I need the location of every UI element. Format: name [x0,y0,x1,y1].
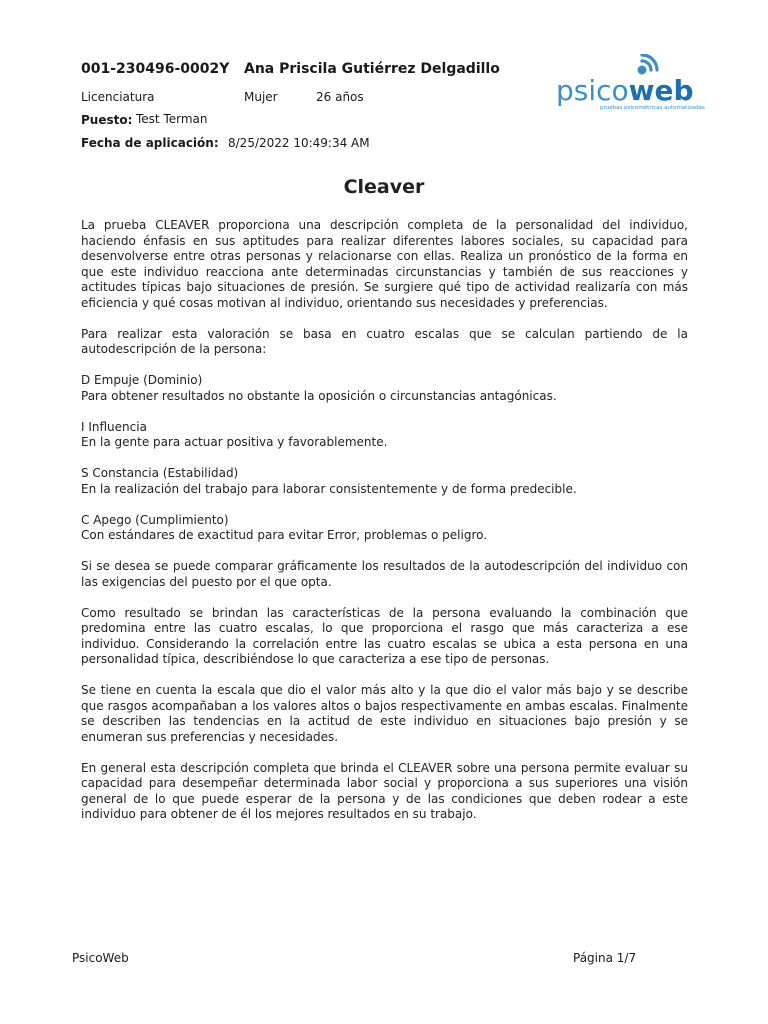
footer-brand: PsicoWeb [72,951,129,965]
body-paragraph: Como resultado se brindan las características de la persona evaluando la combinación que predomina entre las cuatro escalas, lo que proporciona el rasgo que más caracteriza a ese individuo. Considerando la correlación entre las cuatro escalas se ubica a esta persona en una personalidad típica, describiéndose lo que caracteriza a ese tipo de personas. [81,605,688,666]
fecha-label: Fecha de aplicación: [81,136,219,150]
puesto-label: Puesto: [81,113,133,127]
body-paragraph: Si se desea se puede comparar gráficamente los resultados de la autodescripción del individuo con las exigencias del puesto por el que opta. [81,559,688,589]
page-title: Cleaver [343,176,425,198]
fecha-value: 8/25/2022 10:49:34 AM [228,136,370,150]
intro-paragraph: Para realizar esta valoración se basa en cuatro escalas que se calculan partiendo de la autodescripción de la persona: [81,326,688,356]
body-paragraph: En general esta descripción completa que brinda el CLEAVER sobre una persona permite evaluar su capacidad para desempeñar determinada labor social y proporciona a sus superiores una visión general de lo que puede esperar de la persona y de las condiciones que deben rodear a este individuo para obtener de él los mejores resultados en su trabajo. [81,760,688,821]
logo-tagline: pruebas psicométricas automatizadas [600,105,705,111]
scale-description: Con estándares de exactitud para evitar Error, problemas o peligro. [81,528,488,542]
logo-text-light: psico [556,74,629,107]
scale-title: S Constancia (Estabilidad) [81,466,239,480]
record-id: 001-230496-0002Y [81,61,230,77]
scale-item [81,373,688,404]
puesto-value: Test Terman [136,112,208,126]
logo-text-bold: web [628,74,694,107]
scale-item [81,466,688,497]
scale-title: I Influencia [81,419,147,434]
age: 26 años [316,90,364,104]
page-number: Página 1/7 [573,951,637,965]
person-name: Ana Priscila Gutiérrez Delgadillo [244,61,500,77]
scale-item [81,420,688,451]
body-paragraph: Se tiene en cuenta la escala que dio el valor más alto y la que dio el valor más bajo y se describe que rasgos acompañaban a los valores altos o bajos respectivamente en ambas escalas. Finalmente se describen las tendencias en la actitud de este individuo en situaciones bajo presión y se enumeran sus preferencias y necesidades. [81,683,688,744]
scale-description: En la realización del trabajo para laborar consistentemente y de forma predecible. [81,481,577,496]
scale-item [81,513,688,544]
document-body [81,218,688,838]
logo-wordmark [556,76,694,106]
scale-description: Para obtener resultados no obstante la oposición o circunstancias antagónicas. [81,388,557,403]
scale-description: En la gente para actuar positiva y favorablemente. [81,435,388,449]
intro-paragraph: La prueba CLEAVER proporciona una descripción completa de la personalidad del individuo, haciendo énfasis en sus aptitudes para realizar diferentes labores sociales, su capacidad para desenvolverse entre otras personas y relacionarse con ellas. Realiza un pronóstico de la forma en que este individuo reacciona ante determinadas circunstancias y también de sus reacciones y actitudes típicas bajo situaciones de presión. Se surgiere qué tipo de actividad realizaría con más eficiencia y qué cosas motivan al individuo, orientando sus necesidades y preferencias. [81,218,688,310]
education-level: Licenciatura [81,90,155,104]
gender: Mujer [244,90,278,104]
scale-title: C Apego (Cumplimiento) [81,512,229,527]
scale-title: D Empuje (Dominio) [81,373,203,387]
psicoweb-logo [556,54,705,116]
